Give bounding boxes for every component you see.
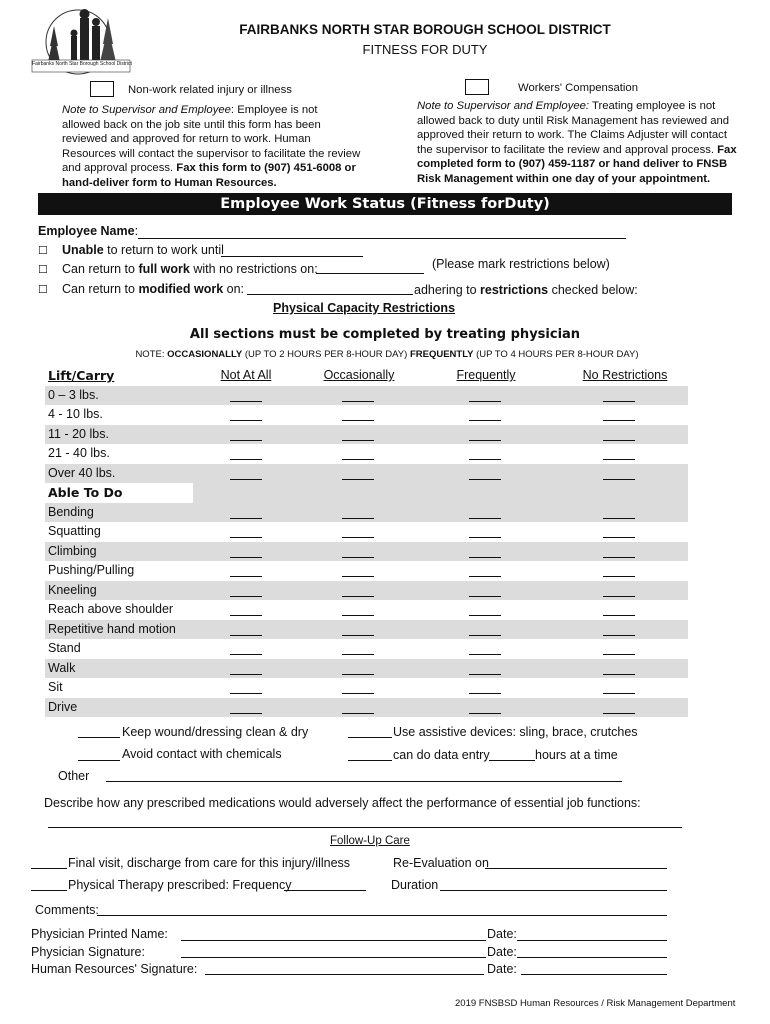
non-work-checkbox[interactable] [90, 81, 114, 97]
occasionally-blank[interactable] [342, 479, 374, 480]
duration-field[interactable] [440, 890, 667, 891]
comments-field[interactable] [97, 915, 667, 916]
data-entry-blank[interactable] [348, 760, 392, 761]
reeval-field[interactable] [485, 868, 667, 869]
modified-work-label: Can return to modified work on: [62, 282, 245, 296]
table-row [45, 620, 688, 640]
not-at-all-blank[interactable] [230, 459, 262, 460]
duration-label: Duration [391, 878, 439, 892]
frequently-blank[interactable] [469, 537, 501, 538]
comments-label: Comments: [35, 903, 99, 917]
row-label: Kneeling [48, 582, 97, 597]
chemicals-label: Avoid contact with chemicals [122, 747, 282, 761]
table-row [45, 522, 688, 542]
wound-label: Keep wound/dressing clean & dry [122, 725, 309, 739]
frequently-blank[interactable] [469, 518, 501, 519]
no-restrictions-blank[interactable] [603, 479, 635, 480]
unable-until-field[interactable] [221, 256, 363, 257]
no-restrictions-blank[interactable] [603, 401, 635, 402]
col-no-restrictions: No Restrictions [582, 368, 668, 382]
non-work-note: Note to Supervisor and Employee: Employee is not allowed back on the job site until this form has been reviewed and approved for return to work. Human Resources will contact the supervisor to facilitate the review and approval process. Fax this form to (907) 451-6008 or hand-deliver form to Human Resources. [62, 104, 361, 189]
occasionally-blank[interactable] [342, 596, 374, 597]
unable-label: Unable to return to work until [62, 243, 224, 257]
row-label: 4 - 10 lbs. [48, 407, 103, 421]
no-restrictions-blank[interactable] [603, 576, 635, 577]
row-label: Sit [48, 680, 63, 694]
col-frequently: Frequently [456, 368, 516, 382]
no-restrictions-blank[interactable] [603, 654, 635, 655]
final-visit-label: Final visit, discharge from care for this injury/illness [68, 856, 351, 870]
table-row [45, 600, 688, 620]
table-row [45, 678, 688, 698]
row-label: Reach above shoulder [48, 602, 174, 616]
occasionally-blank[interactable] [342, 420, 374, 421]
occasionally-blank[interactable] [342, 459, 374, 460]
occasionally-blank[interactable] [342, 693, 374, 694]
page-subtitle: FITNESS FOR DUTY [362, 42, 488, 57]
row-label: Walk [48, 660, 76, 675]
no-restrictions-blank[interactable] [603, 635, 635, 636]
frequently-blank[interactable] [469, 420, 501, 421]
not-at-all-blank[interactable] [230, 557, 262, 558]
not-at-all-blank[interactable] [230, 479, 262, 480]
occasionally-blank[interactable] [342, 401, 374, 402]
occasionally-blank[interactable] [342, 440, 374, 441]
medications-field[interactable] [48, 827, 682, 828]
lift-carry-header-row [45, 366, 688, 386]
table-row [45, 386, 688, 406]
not-at-all-blank[interactable] [230, 713, 262, 714]
other-label: Other [58, 769, 90, 783]
no-restrictions-blank[interactable] [603, 713, 635, 714]
occasionally-blank[interactable] [342, 654, 374, 655]
frequently-blank[interactable] [469, 693, 501, 694]
no-restrictions-blank[interactable] [603, 459, 635, 460]
frequently-blank[interactable] [469, 576, 501, 577]
frequently-blank[interactable] [469, 557, 501, 558]
row-label: Squatting [48, 524, 101, 538]
not-at-all-blank[interactable] [230, 420, 262, 421]
wound-blank[interactable] [78, 737, 120, 738]
row-label: Bending [48, 504, 94, 519]
occasionally-blank[interactable] [342, 557, 374, 558]
reeval-label: Re-Evaluation on [393, 856, 489, 870]
restrictions-note: (Please mark restrictions below) [432, 257, 610, 271]
row-label: Drive [48, 699, 78, 714]
not-at-all-blank[interactable] [230, 518, 262, 519]
no-restrictions-blank[interactable] [603, 537, 635, 538]
no-restrictions-blank[interactable] [603, 557, 635, 558]
table-row [45, 503, 688, 523]
date-label-1: Date: [487, 927, 517, 941]
table-row [45, 639, 688, 659]
row-label: Pushing/Pulling [48, 563, 135, 577]
no-restrictions-blank[interactable] [603, 693, 635, 694]
row-label: 21 - 40 lbs. [48, 446, 110, 460]
footer-text: 2019 FNSBSD Human Resources / Risk Management Department [455, 998, 736, 1009]
date-field-2[interactable] [517, 957, 667, 958]
row-label: 11 - 20 lbs. [48, 426, 109, 441]
not-at-all-blank[interactable] [230, 596, 262, 597]
frequency-note: NOTE: OCCASIONALLY (UP TO 2 HOURS PER 8-HOUR DAY) FREQUENTLY (UP TO 4 HOURS PER 8-HOUR DAY) [135, 349, 639, 360]
not-at-all-blank[interactable] [230, 674, 262, 675]
pt-frequency-field[interactable] [284, 890, 366, 891]
pt-blank[interactable] [31, 890, 67, 891]
modified-work-checkbox[interactable]: ☐ [38, 284, 48, 296]
row-shade [193, 483, 688, 503]
frequently-blank[interactable] [469, 479, 501, 480]
workers-comp-note: Note to Supervisor and Employee: Treating employee is not allowed back to duty until Risk Management has reviewed and approved their return to work. The Claims Adjuster will contact the supervisor to facilitate the review and approval process. Fax completed form to (907) 459-1187 or hand deliver to FNSB Risk Management within one day of your appointment. [417, 100, 737, 185]
modified-work-adhering: adhering to restrictions checked below: [414, 283, 638, 297]
table-row [45, 444, 688, 464]
unable-checkbox[interactable]: ☐ [38, 245, 48, 257]
row-label: Climbing [48, 543, 97, 558]
modified-work-date-field[interactable] [247, 294, 413, 295]
occasionally-blank[interactable] [342, 576, 374, 577]
physician-signature-label: Physician Signature: [31, 945, 145, 959]
data-entry-label: can do data entry [393, 748, 490, 762]
row-label: Repetitive hand motion [48, 621, 176, 636]
physician-name-field[interactable] [181, 940, 486, 941]
no-restrictions-blank[interactable] [603, 420, 635, 421]
physician-name-label: Physician Printed Name: [31, 927, 168, 941]
hr-signature-label: Human Resources' Signature: [31, 962, 198, 976]
no-restrictions-blank[interactable] [603, 518, 635, 519]
occasionally-blank[interactable] [342, 615, 374, 616]
not-at-all-blank[interactable] [230, 537, 262, 538]
not-at-all-blank[interactable] [230, 401, 262, 402]
full-work-date-field[interactable] [316, 273, 424, 274]
table-row [45, 698, 688, 718]
table-row [45, 464, 688, 484]
final-visit-blank[interactable] [31, 868, 67, 869]
followup-title: Follow-Up Care [330, 835, 410, 847]
data-entry-hours-field[interactable] [489, 760, 535, 761]
not-at-all-blank[interactable] [230, 440, 262, 441]
page-title: FAIRBANKS NORTH STAR BOROUGH SCHOOL DISTRICT [239, 22, 611, 37]
physician-signature-field[interactable] [181, 957, 486, 958]
frequently-blank[interactable] [469, 440, 501, 441]
able-to-do-header: Able To Do [48, 485, 123, 500]
no-restrictions-blank[interactable] [603, 596, 635, 597]
occasionally-blank[interactable] [342, 713, 374, 714]
lift-carry-header: Lift/Carry [48, 368, 115, 383]
not-at-all-blank[interactable] [230, 615, 262, 616]
frequently-blank[interactable] [469, 674, 501, 675]
frequently-blank[interactable] [469, 654, 501, 655]
not-at-all-blank[interactable] [230, 635, 262, 636]
occasionally-blank[interactable] [342, 518, 374, 519]
restrictions-subtitle: All sections must be completed by treating physician [189, 327, 581, 342]
data-entry-hours-label: hours at a time [535, 748, 618, 762]
frequently-blank[interactable] [469, 596, 501, 597]
employee-name-label: Employee Name: [38, 224, 139, 238]
no-restrictions-blank[interactable] [603, 440, 635, 441]
row-label: Over 40 lbs. [48, 465, 116, 480]
frequently-blank[interactable] [469, 459, 501, 460]
other-field[interactable] [106, 781, 622, 782]
row-label: 0 – 3 lbs. [48, 387, 99, 402]
work-status-bar: Employee Work Status (Fitness forDuty) [38, 193, 732, 215]
assistive-blank[interactable] [348, 737, 392, 738]
employee-name-field[interactable] [138, 238, 626, 239]
not-at-all-blank[interactable] [230, 654, 262, 655]
row-label: Stand [48, 641, 81, 655]
frequently-blank[interactable] [469, 401, 501, 402]
not-at-all-blank[interactable] [230, 693, 262, 694]
frequently-blank[interactable] [469, 713, 501, 714]
logo-caption: Fairbanks North Star Borough School District [32, 61, 132, 67]
date-field-1[interactable] [517, 940, 667, 941]
table-row [45, 425, 688, 445]
able-to-do-header-row [45, 483, 688, 503]
workers-comp-checkbox[interactable] [465, 79, 489, 95]
non-work-label: Non-work related injury or illness [128, 84, 292, 96]
frequently-blank[interactable] [469, 635, 501, 636]
occasionally-blank[interactable] [342, 635, 374, 636]
restrictions-title: Physical Capacity Restrictions [273, 301, 456, 315]
full-work-label: Can return to full work with no restrictions on: [62, 262, 318, 276]
col-not-at-all: Not At All [220, 368, 272, 382]
table-row [45, 659, 688, 679]
table-row [45, 581, 688, 601]
date-label-3: Date: [487, 962, 517, 976]
frequently-blank[interactable] [469, 615, 501, 616]
col-occasionally: Occasionally [323, 368, 395, 382]
date-field-3[interactable] [521, 974, 667, 975]
occasionally-blank[interactable] [342, 537, 374, 538]
chemicals-blank[interactable] [78, 760, 120, 761]
date-label-2: Date: [487, 945, 517, 959]
table-row [45, 561, 688, 581]
assistive-label: Use assistive devices: sling, brace, crutches [393, 725, 638, 739]
pt-label: Physical Therapy prescribed: Frequency [68, 878, 292, 892]
full-work-checkbox[interactable]: ☐ [38, 264, 48, 276]
not-at-all-blank[interactable] [230, 576, 262, 577]
workers-comp-label: Workers' Compensation [518, 82, 638, 94]
no-restrictions-blank[interactable] [603, 615, 635, 616]
medications-label: Describe how any prescribed medications would adversely affect the performance of essential job functions: [44, 796, 641, 810]
no-restrictions-blank[interactable] [603, 674, 635, 675]
hr-signature-field[interactable] [205, 974, 484, 975]
table-row [45, 405, 688, 425]
table-row [45, 542, 688, 562]
occasionally-blank[interactable] [342, 674, 374, 675]
